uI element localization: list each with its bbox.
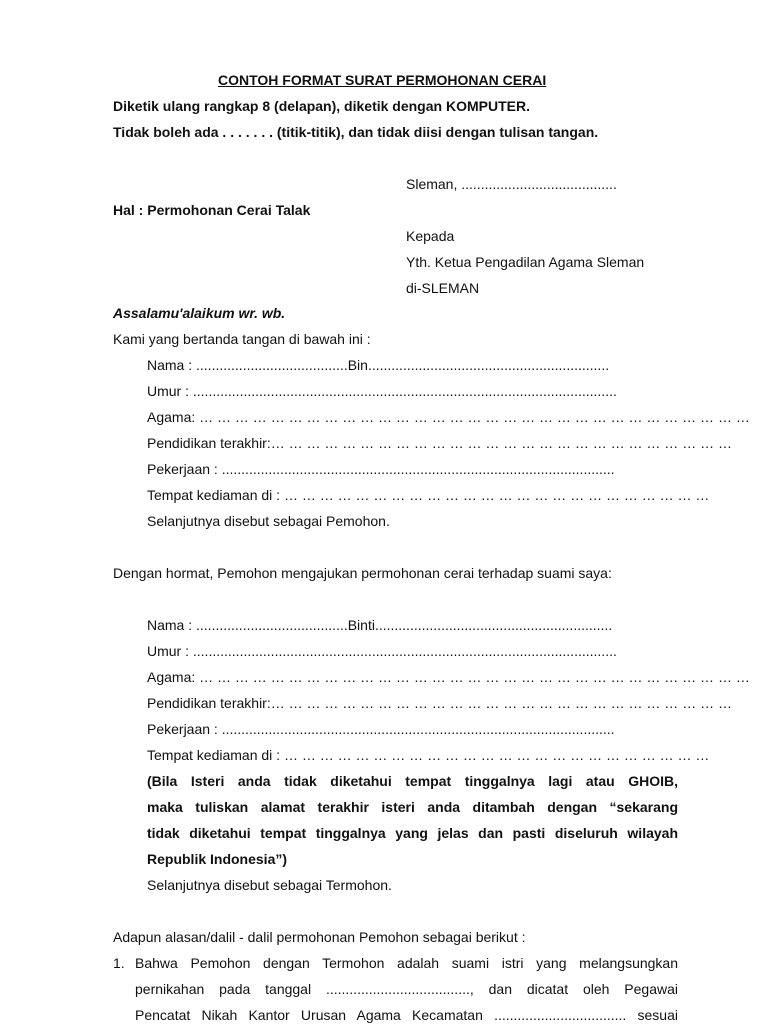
reason-line-3: Pencatat Nikah Kantor Urusan Agama Kecamatan .................................. sesuai xyxy=(135,1007,678,1023)
termohon-agama: Agama: … … … … … … … … … … … … … … … … … … … … … … … … … … … … … … … xyxy=(147,669,750,685)
termohon-nama: Nama : .......................................Binti............................................................. xyxy=(147,617,613,633)
pemohon-nama: Nama : .......................................Bin.............................................................. xyxy=(147,357,610,373)
pemohon-agama: Agama: … … … … … … … … … … … … … … … … … … … … … … … … … … … … … … … xyxy=(147,409,750,425)
pemohon-closing: Selanjutnya disebut sebagai Pemohon. xyxy=(147,513,390,529)
intro-line: Kami yang bertanda tangan di bawah ini : xyxy=(113,331,371,347)
termohon-tempat: Tempat kediaman di : … … … … … … … … … … … … … … … … … … … … … … … … xyxy=(147,747,710,763)
reason-line-1: Bahwa Pemohon dengan Termohon adalah suami istri yang melangsungkan xyxy=(135,955,678,971)
reasons-intro: Adapun alasan/dalil - dalil permohonan Pemohon sebagai berikut : xyxy=(113,929,526,945)
termohon-closing: Selanjutnya disebut sebagai Termohon. xyxy=(147,877,392,893)
reason-line-2: pernikahan pada tanggal ....................................., dan dicatat oleh Pegawai xyxy=(135,981,678,997)
dots-note: Tidak boleh ada . . . . . . . (titik-titik), dan tidak diisi dengan tulisan tangan. xyxy=(113,124,599,140)
recipient-line2: di-SLEMAN xyxy=(406,280,480,296)
subject-line: Hal : Permohonan Cerai Talak xyxy=(113,202,311,218)
recipient-kepada: Kepada xyxy=(406,228,455,244)
greeting: Assalamu'alaikum wr. wb. xyxy=(113,305,286,321)
document-title: CONTOH FORMAT SURAT PERMOHONAN CERAI xyxy=(218,72,547,88)
pemohon-pendidikan: Pendidikan terakhir:… … … … … … … … … … … … … … … … … … … … … … … … … … xyxy=(147,435,732,451)
intro2-line: Dengan hormat, Pemohon mengajukan permohonan cerai terhadap suami saya: xyxy=(113,565,612,581)
place-date: Sleman, ........................................ xyxy=(406,176,617,192)
ghoib-note-line-4: Republik Indonesia”) xyxy=(147,851,288,867)
ghoib-note-line-3: tidak diketahui tempat tinggalnya yang jelas dan pasti diseluruh wilayah xyxy=(147,825,678,841)
recipient-line1: Yth. Ketua Pengadilan Agama Sleman xyxy=(406,254,645,270)
ghoib-note-line-1: (Bila Isteri anda tidak diketahui tempat tinggalnya lagi atau GHOIB, xyxy=(147,773,678,789)
termohon-umur: Umur : ............................................................................................................. xyxy=(147,643,617,659)
termohon-pendidikan: Pendidikan terakhir:… … … … … … … … … … … … … … … … … … … … … … … … … … xyxy=(147,695,732,711)
ghoib-note-line-2: maka tuliskan alamat terakhir isteri anda ditambah dengan “sekarang xyxy=(147,799,678,815)
typing-note: Diketik ulang rangkap 8 (delapan), diketik dengan KOMPUTER. xyxy=(113,98,530,114)
pemohon-pekerjaan: Pekerjaan : ..................................................................................................... xyxy=(147,461,615,477)
reason-number: 1. xyxy=(113,955,125,971)
termohon-pekerjaan: Pekerjaan : ..................................................................................................... xyxy=(147,721,615,737)
pemohon-tempat: Tempat kediaman di : … … … … … … … … … … … … … … … … … … … … … … … … xyxy=(147,487,710,503)
pemohon-umur: Umur : ............................................................................................................. xyxy=(147,383,617,399)
